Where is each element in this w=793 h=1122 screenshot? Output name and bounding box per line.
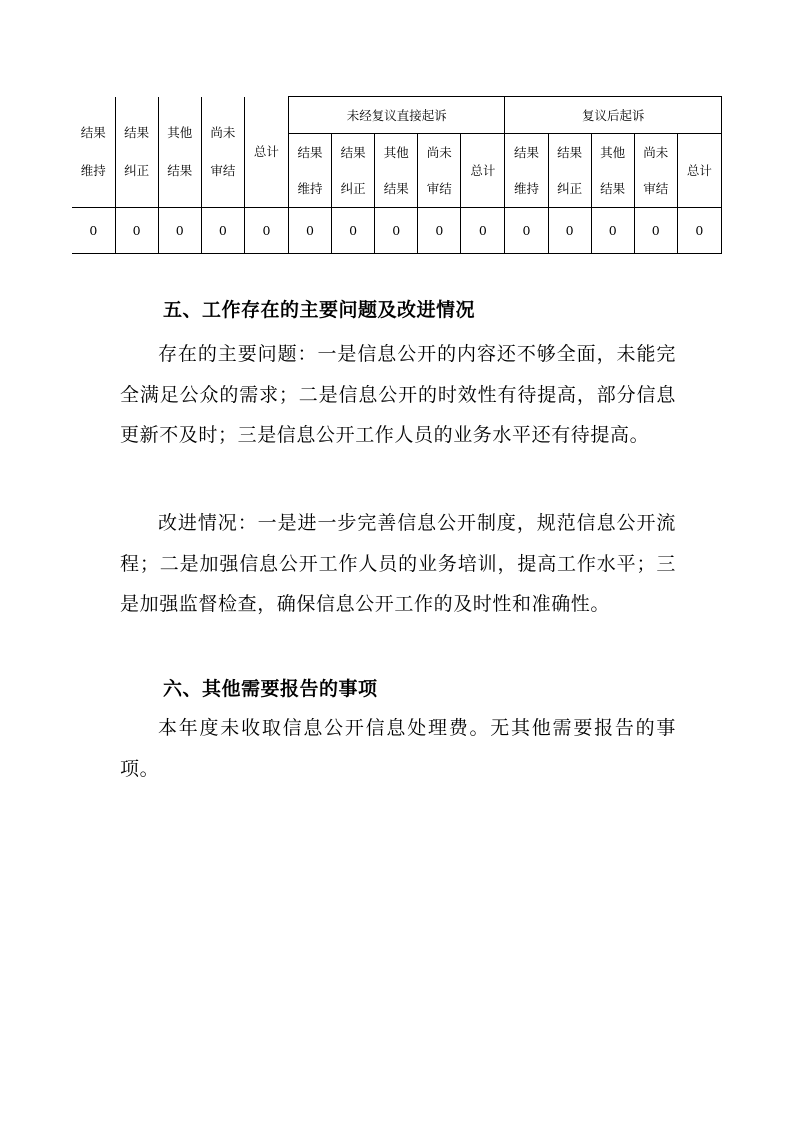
litigation-stats-table	[72, 96, 722, 254]
subheader-cell-other-result: 其他 结果	[375, 134, 418, 208]
subheader-cell-total: 总计	[461, 134, 505, 208]
value-cell: 0	[375, 208, 418, 254]
value-cell: 0	[591, 208, 634, 254]
value-cell: 0	[72, 208, 115, 254]
header-cell-pending: 尚未 审结	[201, 97, 244, 208]
value-cell: 0	[244, 208, 288, 254]
value-cell: 0	[158, 208, 201, 254]
subheader-cell-result-maintained: 结果 维持	[505, 134, 548, 208]
value-cell: 0	[461, 208, 505, 254]
subheader-cell-other-result: 其他 结果	[591, 134, 634, 208]
subheader-cell-result-corrected: 结果 纠正	[332, 134, 375, 208]
value-cell: 0	[115, 208, 158, 254]
subheader-cell-pending: 尚未 审结	[634, 134, 677, 208]
paragraph-other-matters: 本年度未收取信息公开信息处理费。无其他需要报告的事项。	[120, 717, 676, 780]
table-values-row	[72, 208, 722, 254]
section-heading-problems: 五、工作存在的主要问题及改进情况	[163, 299, 476, 321]
value-cell: 0	[418, 208, 461, 254]
value-cell: 0	[677, 208, 721, 254]
header-cell-result-maintained: 结果 维持	[72, 97, 115, 208]
section-heading-other-matters: 六、其他需要报告的事项	[163, 678, 378, 700]
paragraph-main-problems: 存在的主要问题：一是信息公开的内容还不够全面，未能完全满足公众的需求；二是信息公开的时效性有待提高，部分信息更新不及时；三是信息公开工作人员的业务水平还有待提高。	[120, 343, 676, 446]
subheader-cell-result-corrected: 结果 纠正	[548, 134, 591, 208]
subheader-cell-result-maintained: 结果 维持	[288, 134, 331, 208]
header-cell-other-result: 其他 结果	[158, 97, 201, 208]
subheader-cell-total: 总计	[677, 134, 721, 208]
paragraph-improvements: 改进情况：一是进一步完善信息公开制度，规范信息公开流程；二是加强信息公开工作人员的业务培训，提高工作水平；三是加强监督检查，确保信息公开工作的及时性和准确性。	[120, 512, 676, 615]
table-header-row	[72, 97, 722, 134]
header-cell-result-corrected: 结果 纠正	[115, 97, 158, 208]
value-cell: 0	[332, 208, 375, 254]
value-cell: 0	[634, 208, 677, 254]
subheader-cell-pending: 尚未 审结	[418, 134, 461, 208]
value-cell: 0	[505, 208, 548, 254]
header-group-after-review-suit: 复议后起诉	[505, 97, 722, 134]
value-cell: 0	[288, 208, 331, 254]
value-cell: 0	[548, 208, 591, 254]
header-cell-total: 总计	[244, 97, 288, 208]
value-cell: 0	[201, 208, 244, 254]
header-group-direct-suit: 未经复议直接起诉	[288, 97, 504, 134]
